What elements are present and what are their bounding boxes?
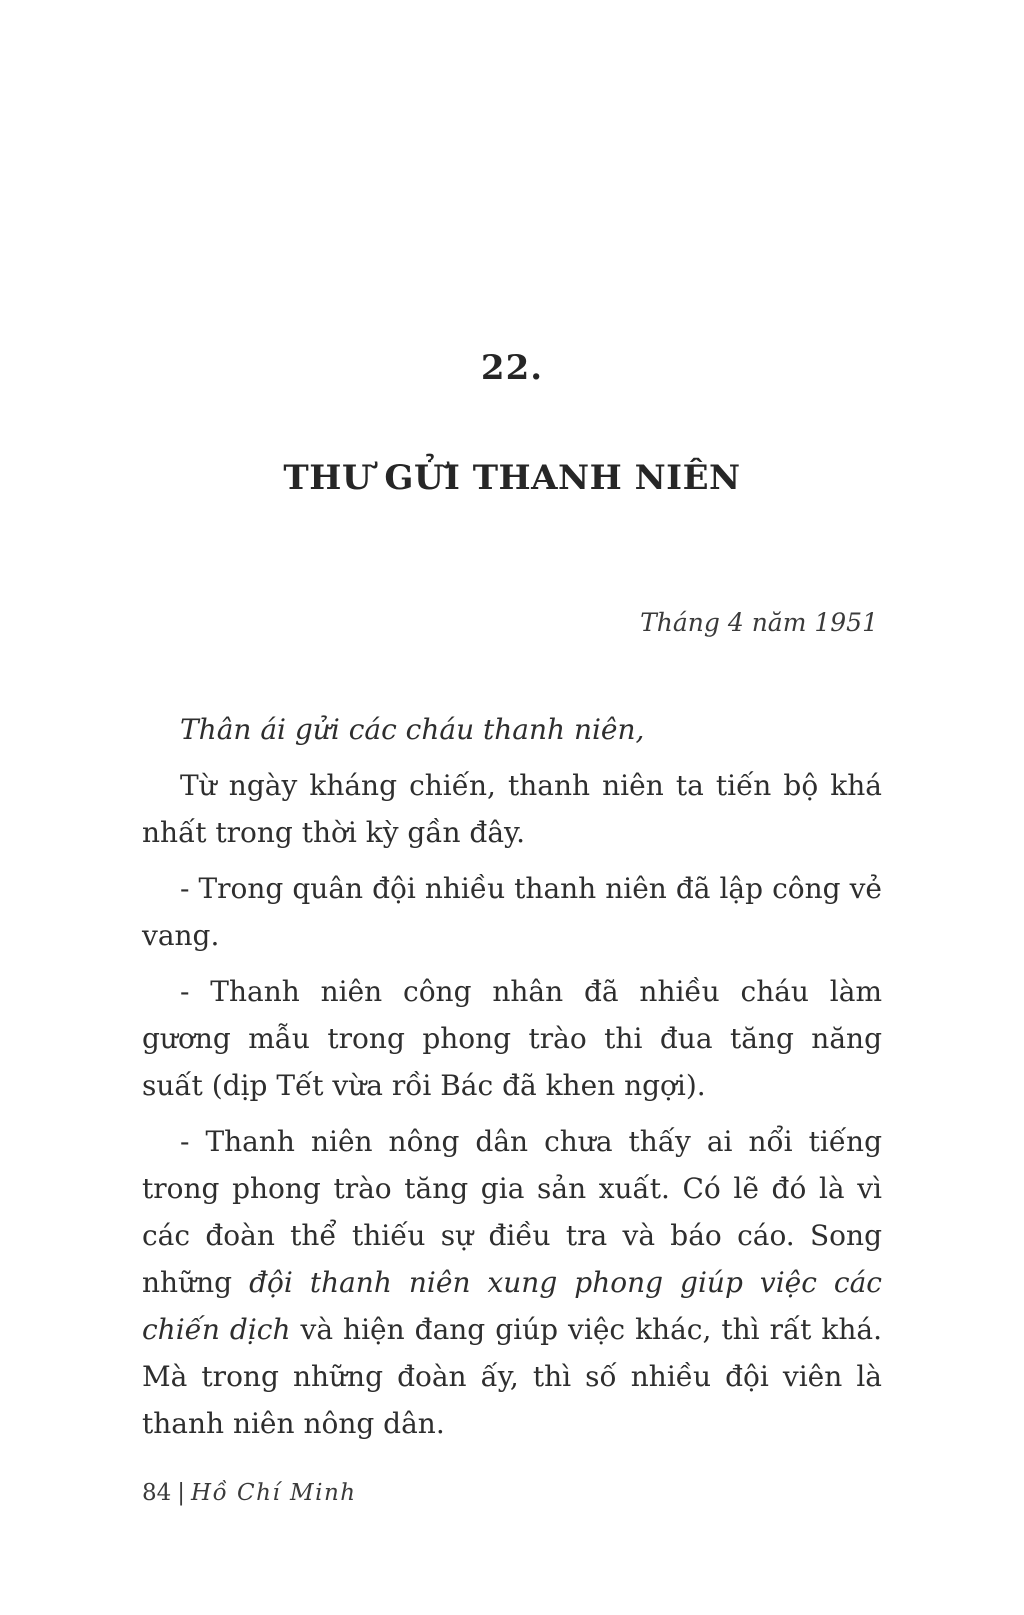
- chapter-title: THƯ GỬI THANH NIÊN: [283, 458, 741, 498]
- page-footer: [142, 1480, 357, 1506]
- paragraph-4: [142, 1118, 882, 1447]
- paragraph-3: - Thanh niên công nhân đã nhiều cháu làm gương mẫu trong phong trào thi đua tăng năng suất (dịp Tết vừa rồi Bác đã khen ngợi).: [142, 975, 882, 1102]
- salutation-text: Thân ái gửi các cháu thanh niên,: [180, 713, 645, 746]
- paragraph-4-part-1: - Thanh niên nông dân chưa thấy ai nổi tiếng trong phong trào tăng gia sản xuất. Có lẽ đó là vì các đoàn thể thiếu sự điều tra và báo cáo. Song những: [142, 1125, 882, 1299]
- paragraph-4-emphasis: đội thanh niên xung phong giúp việc các chiến dịch: [142, 1266, 882, 1346]
- paragraph-4-part-2: và hiện đang giúp việc khác, thì rất khá. Mà trong những đoàn ấy, thì số nhiều đội viên là thanh niên nông dân.: [142, 1313, 882, 1440]
- page-number: 84: [142, 1480, 172, 1506]
- paragraph-1: Từ ngày kháng chiến, thanh niên ta tiến bộ khá nhất trong thời kỳ gần đây.: [142, 769, 882, 849]
- paragraph-2: - Trong quân đội nhiều thanh niên đã lập công vẻ vang.: [142, 872, 882, 952]
- footer-author: Hồ Chí Minh: [191, 1480, 357, 1506]
- chapter-number: 22.: [480, 348, 544, 388]
- salutation: [142, 706, 882, 753]
- date-line: Tháng 4 năm 1951: [640, 608, 878, 637]
- footer-separator: |: [177, 1480, 186, 1506]
- body-text: [142, 706, 882, 1456]
